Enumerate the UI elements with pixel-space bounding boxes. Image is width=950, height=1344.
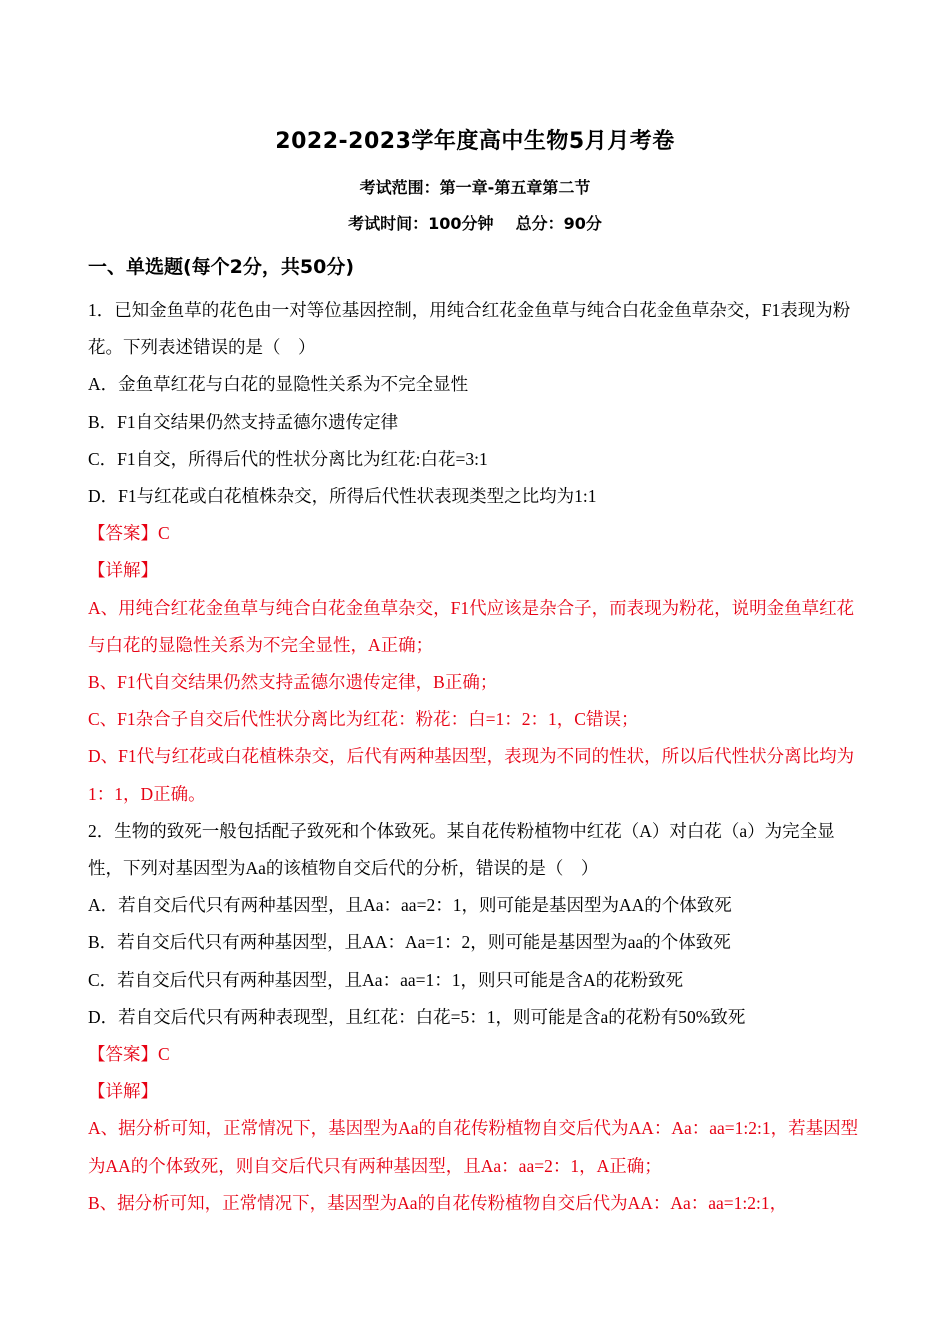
question-stem: 1．已知金鱼草的花色由一对等位基因控制，用纯合红花金鱼草与纯合白花金鱼草杂交，F1表现为粉花。下列表述错误的是（ ） bbox=[88, 300, 851, 358]
question-list bbox=[88, 292, 864, 1222]
question-2 bbox=[88, 813, 864, 1222]
explanation-a: A、用纯合红花金鱼草与纯合白花金鱼草杂交，F1代应该是杂合子，而表现为粉花，说明金鱼草红花与白花的显隐性关系为不完全显性，A正确； bbox=[88, 597, 855, 655]
explanation-c: C、F1杂合子自交后代性状分离比为红花：粉花：白=1：2：1，C错误； bbox=[88, 709, 639, 730]
explanation-b: B、F1代自交结果仍然支持孟德尔遗传定律，B正确； bbox=[88, 672, 498, 693]
page-title: 2022-2023学年度高中生物5月月考卷 bbox=[275, 129, 675, 154]
question-option-c: C．若自交后代只有两种基因型，且Aa：aa=1：1，则只可能是含A的花粉致死 bbox=[88, 969, 684, 990]
exam-time-and-score bbox=[0, 211, 950, 234]
exam-time: 考试时间：100分钟 bbox=[348, 214, 494, 233]
exam-total-score: 总分：90分 bbox=[515, 214, 602, 233]
question-option-b: B．F1自交结果仍然支持孟德尔遗传定律 bbox=[88, 411, 399, 432]
question-option-c: C．F1自交，所得后代的性状分离比为红花:白花=3:1 bbox=[88, 448, 488, 469]
question-1 bbox=[88, 292, 864, 813]
question-option-b: B．若自交后代只有两种基因型，且AA：Aa=1：2，则可能是基因型为aa的个体致死 bbox=[88, 932, 731, 953]
question-stem: 2．生物的致死一般包括配子致死和个体致死。某自花传粉植物中红花（A）对白花（a）为完全显性，下列对基因型为Aa的该植物自交后代的分析，错误的是（ ） bbox=[88, 820, 835, 879]
question-option-d: D．F1与红花或白花植株杂交，所得后代性状表现类型之比均为1:1 bbox=[88, 486, 597, 507]
answer-line: 【答案】C bbox=[88, 1044, 170, 1065]
question-option-a: A．若自交后代只有两种基因型，且Aa：aa=2：1，则可能是基因型为AA的个体致死 bbox=[88, 895, 732, 916]
explanation-label: 【详解】 bbox=[88, 1081, 158, 1102]
answer-line: 【答案】C bbox=[88, 523, 170, 544]
exam-range: 考试范围：第一章-第五章第二节 bbox=[359, 178, 591, 197]
explanation-a: A、据分析可知，正常情况下，基因型为Aa的自花传粉植物自交后代为AA：Aa：aa=1:2:1，若基因型为AA的个体致死，则自交后代只有两种基因型，且Aa：aa=2：1，A正确； bbox=[88, 1118, 859, 1176]
explanation-label: 【详解】 bbox=[88, 560, 158, 581]
question-option-a: A．金鱼草红花与白花的显隐性关系为不完全显性 bbox=[88, 374, 469, 395]
explanation-d: D、F1代与红花或白花植株杂交，后代有两种基因型，表现为不同的性状，所以后代性状分离比均为1：1，D正确。 bbox=[88, 746, 855, 804]
section-heading: 一、单选题(每个2分，共50分) bbox=[88, 256, 355, 278]
question-option-d: D．若自交后代只有两种表现型，且红花：白花=5：1，则可能是含a的花粉有50%致死 bbox=[88, 1006, 746, 1027]
explanation-b: B、据分析可知，正常情况下，基因型为Aa的自花传粉植物自交后代为AA：Aa：aa=1:2:1， bbox=[88, 1192, 788, 1213]
